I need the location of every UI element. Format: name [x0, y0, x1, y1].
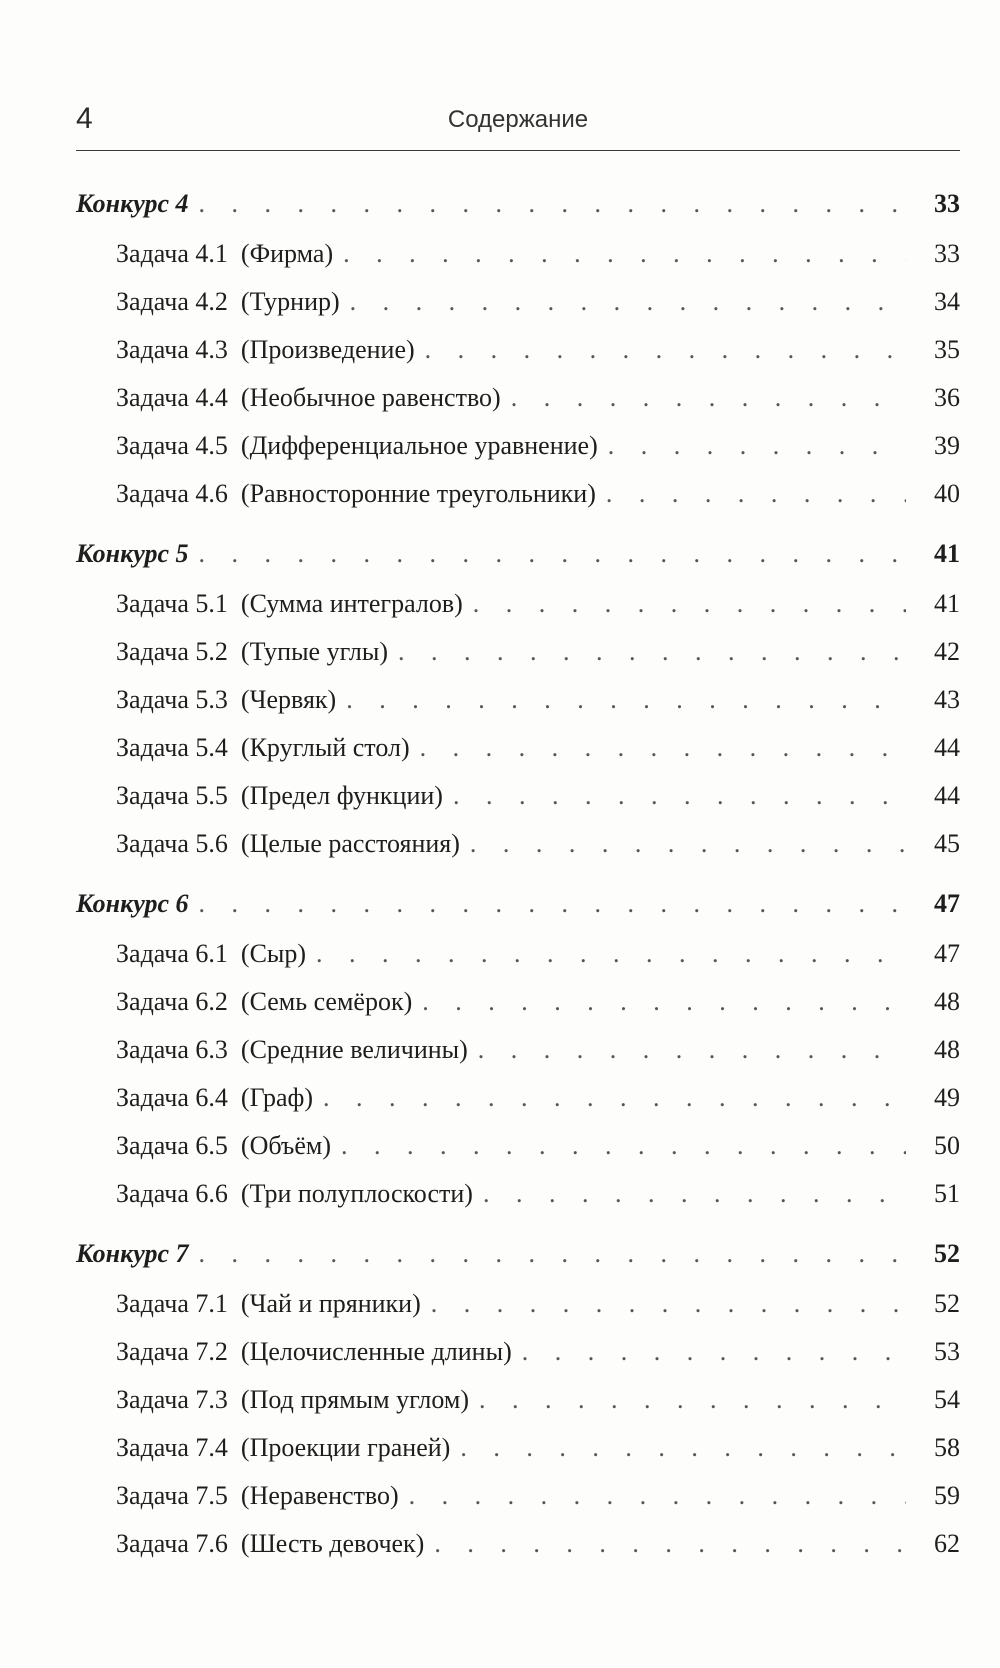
page-ref: 40 [934, 479, 960, 508]
page-ref: 33 [934, 189, 960, 218]
dot-leader [453, 772, 906, 820]
page-header [76, 98, 960, 151]
task-title: Задача 5.3 (Червяк) [116, 685, 337, 714]
dot-leader [199, 1228, 907, 1280]
page-ref: 44 [934, 781, 960, 810]
task-title: Задача 7.4 (Проекции граней) [116, 1433, 451, 1462]
task-title: Задача 4.1 (Фирма) [116, 239, 334, 268]
task-title: Задача 4.4 (Необычное равенство) [116, 383, 501, 412]
page-ref: 35 [934, 335, 960, 364]
task-title: Задача 5.2 (Тупые углы) [116, 637, 389, 666]
dot-leader [398, 628, 906, 676]
dot-leader [434, 1520, 906, 1568]
contest-title: Конкурс 6 [76, 889, 189, 918]
task-title: Задача 6.1 (Сыр) [116, 939, 307, 968]
page-ref: 52 [934, 1289, 960, 1318]
toc-task-entry[interactable] [76, 1026, 960, 1074]
page-ref: 33 [934, 239, 960, 268]
toc-section-contest-5 [76, 528, 960, 868]
toc-task-entry[interactable] [76, 724, 960, 772]
toc-task-entry[interactable] [76, 422, 960, 470]
dot-leader [608, 422, 906, 470]
contest-title: Конкурс 4 [76, 189, 189, 218]
page-ref: 51 [934, 1179, 960, 1208]
task-title: Задача 6.4 (Граф) [116, 1083, 314, 1112]
toc-task-entry[interactable] [76, 1520, 960, 1568]
dot-leader [511, 374, 906, 422]
contest-title: Конкурс 7 [76, 1239, 189, 1268]
page-ref: 47 [934, 939, 960, 968]
dot-leader [522, 1328, 906, 1376]
table-of-contents [76, 178, 960, 1578]
page-ref: 36 [934, 383, 960, 412]
toc-section-contest-4 [76, 178, 960, 518]
dot-leader [343, 230, 906, 278]
task-title: Задача 5.5 (Предел функции) [116, 781, 443, 810]
dot-leader [483, 1170, 906, 1218]
task-title: Задача 5.6 (Целые расстояния) [116, 829, 460, 858]
toc-task-entry[interactable] [76, 1170, 960, 1218]
task-title: Задача 6.6 (Три полуплоскости) [116, 1179, 473, 1208]
page-ref: 47 [934, 889, 960, 918]
page-ref: 43 [934, 685, 960, 714]
dot-leader [199, 178, 907, 230]
task-title: Задача 4.5 (Дифференциальное уравнение) [116, 431, 598, 460]
task-title: Задача 7.6 (Шесть девочек) [116, 1529, 425, 1558]
toc-task-entry[interactable] [76, 1328, 960, 1376]
toc-task-entry[interactable] [76, 1074, 960, 1122]
contest-title: Конкурс 5 [76, 539, 189, 568]
dot-leader [346, 676, 906, 724]
toc-task-entry[interactable] [76, 1280, 960, 1328]
page-ref: 48 [934, 987, 960, 1016]
task-title: Задача 7.3 (Под прямым углом) [116, 1385, 470, 1414]
page-ref: 59 [934, 1481, 960, 1510]
page-ref: 52 [934, 1239, 960, 1268]
page-ref: 45 [934, 829, 960, 858]
page-ref: 34 [934, 287, 960, 316]
dot-leader [479, 1376, 906, 1424]
dot-leader [323, 1074, 906, 1122]
dot-leader [420, 724, 906, 772]
dot-leader [473, 580, 906, 628]
dot-leader [431, 1280, 906, 1328]
toc-section-contest-6 [76, 878, 960, 1218]
task-title: Задача 7.5 (Неравенство) [116, 1481, 399, 1510]
page-ref: 53 [934, 1337, 960, 1366]
toc-task-entry[interactable] [76, 772, 960, 820]
task-title: Задача 6.5 (Объём) [116, 1131, 332, 1160]
toc-task-entry[interactable] [76, 628, 960, 676]
page-ref: 39 [934, 431, 960, 460]
task-title: Задача 5.1 (Сумма интегралов) [116, 589, 463, 618]
page-ref: 58 [934, 1433, 960, 1462]
toc-task-entry[interactable] [76, 1376, 960, 1424]
task-title: Задача 7.1 (Чай и пряники) [116, 1289, 421, 1318]
toc-task-entry[interactable] [76, 676, 960, 724]
page-ref: 54 [934, 1385, 960, 1414]
toc-task-entry[interactable] [76, 930, 960, 978]
toc-task-entry[interactable] [76, 1424, 960, 1472]
dot-leader [409, 1472, 906, 1520]
toc-task-entry[interactable] [76, 374, 960, 422]
page-ref: 62 [934, 1529, 960, 1558]
page-number: 4 [76, 102, 93, 135]
dot-leader [199, 878, 907, 930]
page-ref: 44 [934, 733, 960, 762]
task-title: Задача 4.3 (Произведение) [116, 335, 415, 364]
page-ref: 48 [934, 1035, 960, 1064]
toc-task-entry[interactable] [76, 278, 960, 326]
task-title: Задача 7.2 (Целочисленные длины) [116, 1337, 512, 1366]
dot-leader [199, 528, 907, 580]
page-ref: 41 [934, 589, 960, 618]
toc-task-entry[interactable] [76, 978, 960, 1026]
toc-task-entry[interactable] [76, 580, 960, 628]
toc-contest-entry[interactable] [76, 878, 960, 930]
task-title: Задача 4.2 (Турнир) [116, 287, 340, 316]
toc-contest-entry[interactable] [76, 178, 960, 230]
page-ref: 49 [934, 1083, 960, 1112]
toc-section-contest-7 [76, 1228, 960, 1568]
task-title: Задача 6.3 (Средние величины) [116, 1035, 468, 1064]
toc-task-entry[interactable] [76, 820, 960, 868]
dot-leader [425, 326, 906, 374]
dot-leader [470, 820, 906, 868]
dot-leader [478, 1026, 906, 1074]
dot-leader [422, 978, 906, 1026]
toc-task-entry[interactable] [76, 470, 960, 518]
toc-task-entry[interactable] [76, 1122, 960, 1170]
toc-contest-entry[interactable] [76, 528, 960, 580]
toc-contest-entry[interactable] [76, 1228, 960, 1280]
toc-task-entry[interactable] [76, 326, 960, 374]
page-ref: 50 [934, 1131, 960, 1160]
dot-leader [341, 1122, 906, 1170]
page-ref: 42 [934, 637, 960, 666]
page-ref: 41 [934, 539, 960, 568]
running-title: Содержание [447, 106, 589, 133]
toc-task-entry[interactable] [76, 230, 960, 278]
task-title: Задача 5.4 (Круглый стол) [116, 733, 410, 762]
dot-leader [316, 930, 906, 978]
dot-leader [606, 470, 906, 518]
dot-leader [350, 278, 906, 326]
dot-leader [460, 1424, 906, 1472]
task-title: Задача 6.2 (Семь семёрок) [116, 987, 413, 1016]
toc-task-entry[interactable] [76, 1472, 960, 1520]
task-title: Задача 4.6 (Равносторонние треугольники) [116, 479, 596, 508]
